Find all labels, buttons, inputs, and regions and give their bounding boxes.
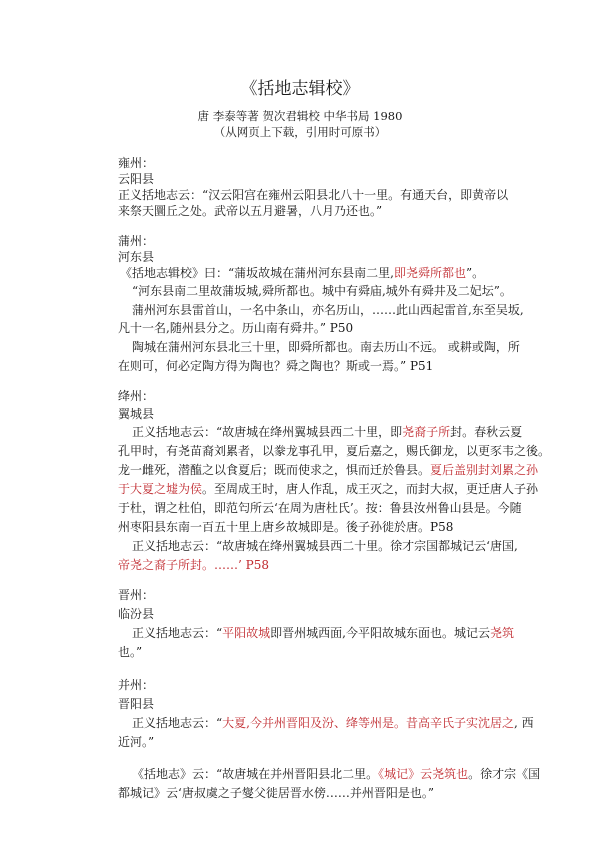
highlight-span: 平阳故城 <box>222 626 271 640</box>
highlight-line: 帝尧之裔子所封。……’ P58 <box>118 558 269 572</box>
county-heading: 临汾县 <box>118 607 155 621</box>
prefecture-heading: 并州： <box>118 678 155 692</box>
text-line <box>132 766 540 782</box>
highlight-span: 《城记》云尧筑也 <box>378 767 469 781</box>
text-line: 正义括地志云：“汉云阳宫在雍州云阳县北八十一里。有通天台，即黄帝以 <box>118 188 509 202</box>
text-span: 。徐才宗《国 <box>468 767 541 781</box>
prefecture-heading: 晋州： <box>118 588 155 602</box>
text-line: 在则可，何必定陶方得为陶也？舜之陶也？斯或一焉。” P51 <box>118 359 434 373</box>
text-span: 《括地志辑校》曰：“蒲坂故城在蒲州河东县南二里, <box>120 266 394 280</box>
text-span: 《括地志》云：“故唐城在并州晋阳县北二里。 <box>132 767 379 781</box>
text-line <box>118 481 538 497</box>
county-heading: 翼城县 <box>118 407 155 421</box>
highlight-span: 于大夏之墟为侯 <box>118 482 203 496</box>
highlight-span: 即尧舜所都也 <box>393 266 466 280</box>
text-line: 孔甲时，有尧苗裔刘累者，以豢龙事孔甲，夏后嘉之，赐氏御龙，以更豕韦之後。 <box>118 444 551 458</box>
prefecture-heading: 雍州： <box>118 156 155 170</box>
document-title: 《括地志辑校》 <box>240 79 360 99</box>
highlight-span: 夏后盖别封刘累之孙 <box>430 463 539 477</box>
text-line <box>132 625 514 641</box>
text-line: 蒲州河东县雷首山，一名中条山，亦名历山，……此山西起雷首,东至吴坂, <box>132 303 524 317</box>
text-span: 即晋州城西面,今平阳故城东面也。城记云 <box>270 626 490 640</box>
text-line: 近河。” <box>118 735 155 749</box>
highlight-span: 尧筑 <box>489 626 514 640</box>
text-span: 。至周成王时，唐人作乱，成王灭之，而封大叔，更迁唐人子孙 <box>202 482 539 496</box>
text-line: 也。” <box>118 645 143 659</box>
document-note: （从网页上下载，引用时可原书） <box>213 125 387 139</box>
text-line: 都城记》云‘唐叔虞之子燮父徙居晋水傍……并州晋阳是也。” <box>118 786 434 800</box>
prefecture-heading: 绛州： <box>118 389 155 403</box>
text-span: 正义括地志云：“ <box>132 716 223 730</box>
highlight-span: 大夏,今并州晋阳及汾、绛等州是。昔高辛氏子实沈居之 <box>222 716 514 730</box>
text-span: , 西 <box>513 716 534 730</box>
text-line <box>132 715 534 731</box>
document-byline: 唐 李泰等著 贺次君辑校 中华书局 1980 <box>197 109 403 123</box>
text-line: 正义括地志云：“故唐城在绛州翼城县西二十里。徐才宗国都城记云‘唐国, <box>132 539 518 553</box>
text-line: “河东县南二里故蒲坂城,舜所都也。城中有舜庙,城外有舜井及二妃坛”。 <box>132 284 512 298</box>
county-heading: 晋阳县 <box>118 697 155 711</box>
text-line: 州枣阳县东南一百五十里上唐乡故城即是。後子孙徙於唐。P58 <box>118 520 454 534</box>
county-heading: 云阳县 <box>118 172 155 186</box>
text-span: 正义括地志云：“故唐城在绛州翼城县西二十里，即 <box>132 425 403 439</box>
text-line <box>132 424 522 440</box>
text-span: ”。 <box>465 266 485 280</box>
text-line <box>118 462 538 478</box>
county-heading: 河东县 <box>118 250 155 264</box>
highlight-span: 尧裔子所 <box>402 425 451 439</box>
text-line: 凡十一名,随州县分之。历山南有舜井。” P50 <box>118 321 354 335</box>
text-line: 来祭天圜丘之处。武帝以五月避暑，八月乃还也。” <box>118 204 383 218</box>
text-line: 陶城在蒲州河东县北三十里，即舜所都也。南去历山不远。 或耕或陶，所 <box>132 340 520 354</box>
text-line: 于杜，谓之杜伯，即范匄所云‘在周为唐杜氏’。按：鲁县汝州鲁山县是。今随 <box>118 501 522 515</box>
text-span: 封。春秋云夏 <box>450 425 523 439</box>
text-span: 龙一雌死，潜醢之以食夏后；既而使求之，惧而迁於鲁县。 <box>118 463 431 477</box>
prefecture-heading: 蒲州： <box>118 234 155 248</box>
text-line <box>120 265 484 281</box>
text-span: 正义括地志云：“ <box>132 626 223 640</box>
